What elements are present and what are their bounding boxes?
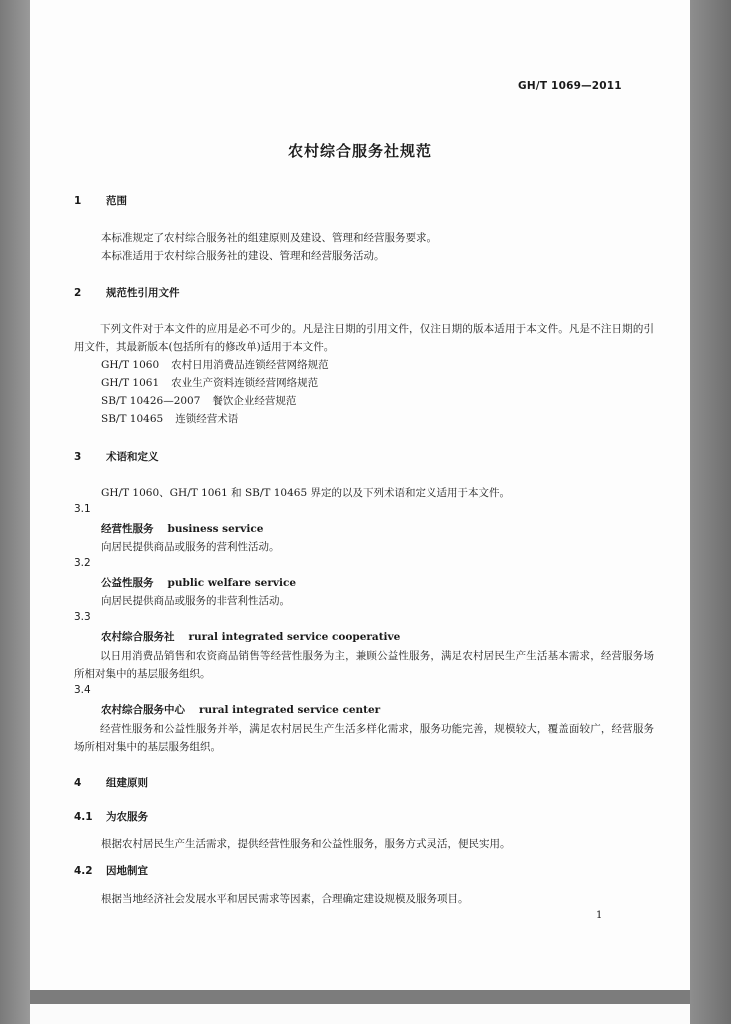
reference-item (101, 375, 318, 390)
term-number: 3.3 (74, 611, 91, 623)
term-heading (101, 521, 263, 536)
page-gap (30, 990, 690, 1004)
reference-code: GH/T 1061 (101, 377, 160, 389)
subsection-title: 因地制宜 (106, 865, 148, 877)
term-definition: 经营性服务和公益性服务并举，满足农村居民生产生活多样化需求，服务功能完善，规模较大，覆盖面较广，经营服务场所相对集中的基层服务组织。 (74, 723, 654, 753)
term-definition: 向居民提供商品或服务的营利性活动。 (101, 541, 280, 553)
term-en: rural integrated service cooperative (188, 631, 401, 643)
subsection-text: 根据农村居民生产生活需求，提供经营性服务和公益性服务，服务方式灵活，便民实用。 (101, 838, 511, 850)
term-number: 3.1 (74, 503, 91, 515)
reference-code: GH/T 1060 (101, 359, 160, 371)
term-zh: 公益性服务 (101, 577, 154, 589)
term-number: 3.4 (74, 684, 91, 696)
section-1-number: 1 (74, 195, 82, 207)
section-3-number: 3 (74, 451, 82, 463)
section-2-intro: 下列文件对于本文件的应用是必不可少的。凡是注日期的引用文件，仅注日期的版本适用于本文件。凡是不注日期的引用文件，其最新版本(包括所有的修改单)适用于本文件。 (74, 323, 654, 353)
term-en: business service (167, 523, 264, 535)
term-definition: 以日用消费品销售和农资商品销售等经营性服务为主，兼顾公益性服务，满足农村居民生产生活基本需求，经营服务场所相对集中的基层服务组织。 (74, 650, 654, 680)
section-3-title: 术语和定义 (106, 451, 159, 463)
subsection-text: 根据当地经济社会发展水平和居民需求等因素，合理确定建设规模及服务项目。 (101, 893, 469, 905)
reference-item (101, 393, 296, 408)
subsection-heading (74, 863, 148, 878)
term-en: rural integrated service center (199, 704, 381, 716)
document-code: GH/T 1069—2011 (518, 80, 622, 92)
section-3-heading (74, 449, 159, 464)
section-4-heading (74, 775, 148, 790)
document-page (30, 0, 690, 990)
reference-code: SB/T 10465 (101, 413, 164, 425)
term-definition: 向居民提供商品或服务的非营利性活动。 (101, 595, 290, 607)
term-number: 3.2 (74, 557, 91, 569)
viewer-left-margin (0, 0, 30, 1024)
term-heading (101, 702, 380, 717)
reference-item (101, 357, 329, 372)
reference-title: 餐饮企业经营规范 (212, 395, 297, 407)
page-title: 农村综合服务社规范 (287, 142, 432, 160)
term-en: public welfare service (167, 577, 297, 589)
section-4-title: 组建原则 (106, 777, 148, 789)
page-number: 1 (596, 910, 603, 921)
subsection-heading (74, 809, 148, 824)
section-4-number: 4 (74, 777, 82, 789)
term-zh: 农村综合服务中心 (101, 704, 185, 716)
section-1-paragraph-2: 本标准适用于农村综合服务社的建设、管理和经营服务活动。 (101, 250, 385, 262)
term-zh: 农村综合服务社 (101, 631, 175, 643)
next-page-top (30, 1004, 690, 1024)
reference-code: SB/T 10426—2007 (101, 395, 201, 407)
reference-title: 农村日用消费品连锁经营网络规范 (171, 359, 329, 371)
viewer-right-scrollbar[interactable] (690, 0, 731, 1024)
section-1-paragraph-1: 本标准规定了农村综合服务社的组建原则及建设、管理和经营服务要求。 (101, 232, 437, 244)
reference-item (101, 411, 238, 426)
reference-title: 连锁经营术语 (175, 413, 239, 425)
section-1-title: 范围 (106, 195, 127, 207)
subsection-number: 4.2 (74, 865, 93, 877)
section-3-intro: GH/T 1060、GH/T 1061 和 SB/T 10465 界定的以及下列术语和定义适用于本文件。 (101, 487, 510, 499)
section-2-title: 规范性引用文件 (106, 287, 180, 299)
term-heading (101, 575, 296, 590)
subsection-title: 为农服务 (106, 811, 148, 823)
section-2-heading (74, 285, 180, 300)
reference-title: 农业生产资料连锁经营网络规范 (171, 377, 319, 389)
term-heading (101, 629, 400, 644)
section-2-number: 2 (74, 287, 82, 299)
section-1-heading (74, 193, 127, 208)
subsection-number: 4.1 (74, 811, 93, 823)
term-zh: 经营性服务 (101, 523, 154, 535)
